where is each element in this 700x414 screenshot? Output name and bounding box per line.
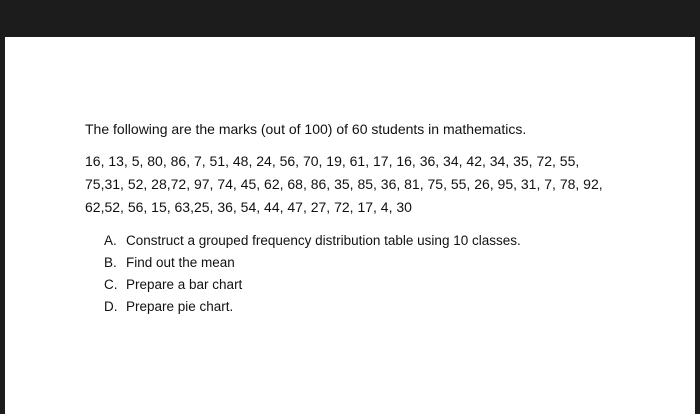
marks-line: 62,52, 56, 15, 63,25, 36, 54, 44, 47, 27, 72, 17, 4, 30 <box>85 199 412 215</box>
task-item-a <box>104 230 675 252</box>
right-dark-edge <box>695 37 700 414</box>
task-text: Construct a grouped frequency distribution table using 10 classes. <box>126 233 521 248</box>
document-body <box>85 119 675 318</box>
marks-line: 16, 13, 5, 80, 86, 7, 51, 48, 24, 56, 70, 19, 61, 17, 16, 36, 34, 42, 34, 35, 72, 55, <box>85 153 580 169</box>
task-text: Find out the mean <box>126 255 235 270</box>
task-text: Prepare a bar chart <box>126 277 243 292</box>
task-letter: A. <box>104 233 117 248</box>
problem-intro: The following are the marks (out of 100) of 60 students in mathematics. <box>85 121 527 137</box>
task-letter: B. <box>104 255 117 270</box>
marks-line: 75,31, 52, 28,72, 97, 74, 45, 62, 68, 86, 35, 85, 36, 81, 75, 55, 26, 95, 31, 7, 78, 92, <box>85 176 603 192</box>
task-item-c <box>104 274 675 296</box>
task-letter: D. <box>104 299 118 314</box>
task-text: Prepare pie chart. <box>126 299 234 314</box>
task-letter: C. <box>104 277 118 292</box>
top-dark-bar <box>0 0 700 37</box>
marks-data <box>85 150 675 219</box>
task-list <box>104 230 675 318</box>
task-item-b <box>104 252 675 274</box>
task-item-d <box>104 296 675 318</box>
left-dark-edge <box>0 37 5 414</box>
